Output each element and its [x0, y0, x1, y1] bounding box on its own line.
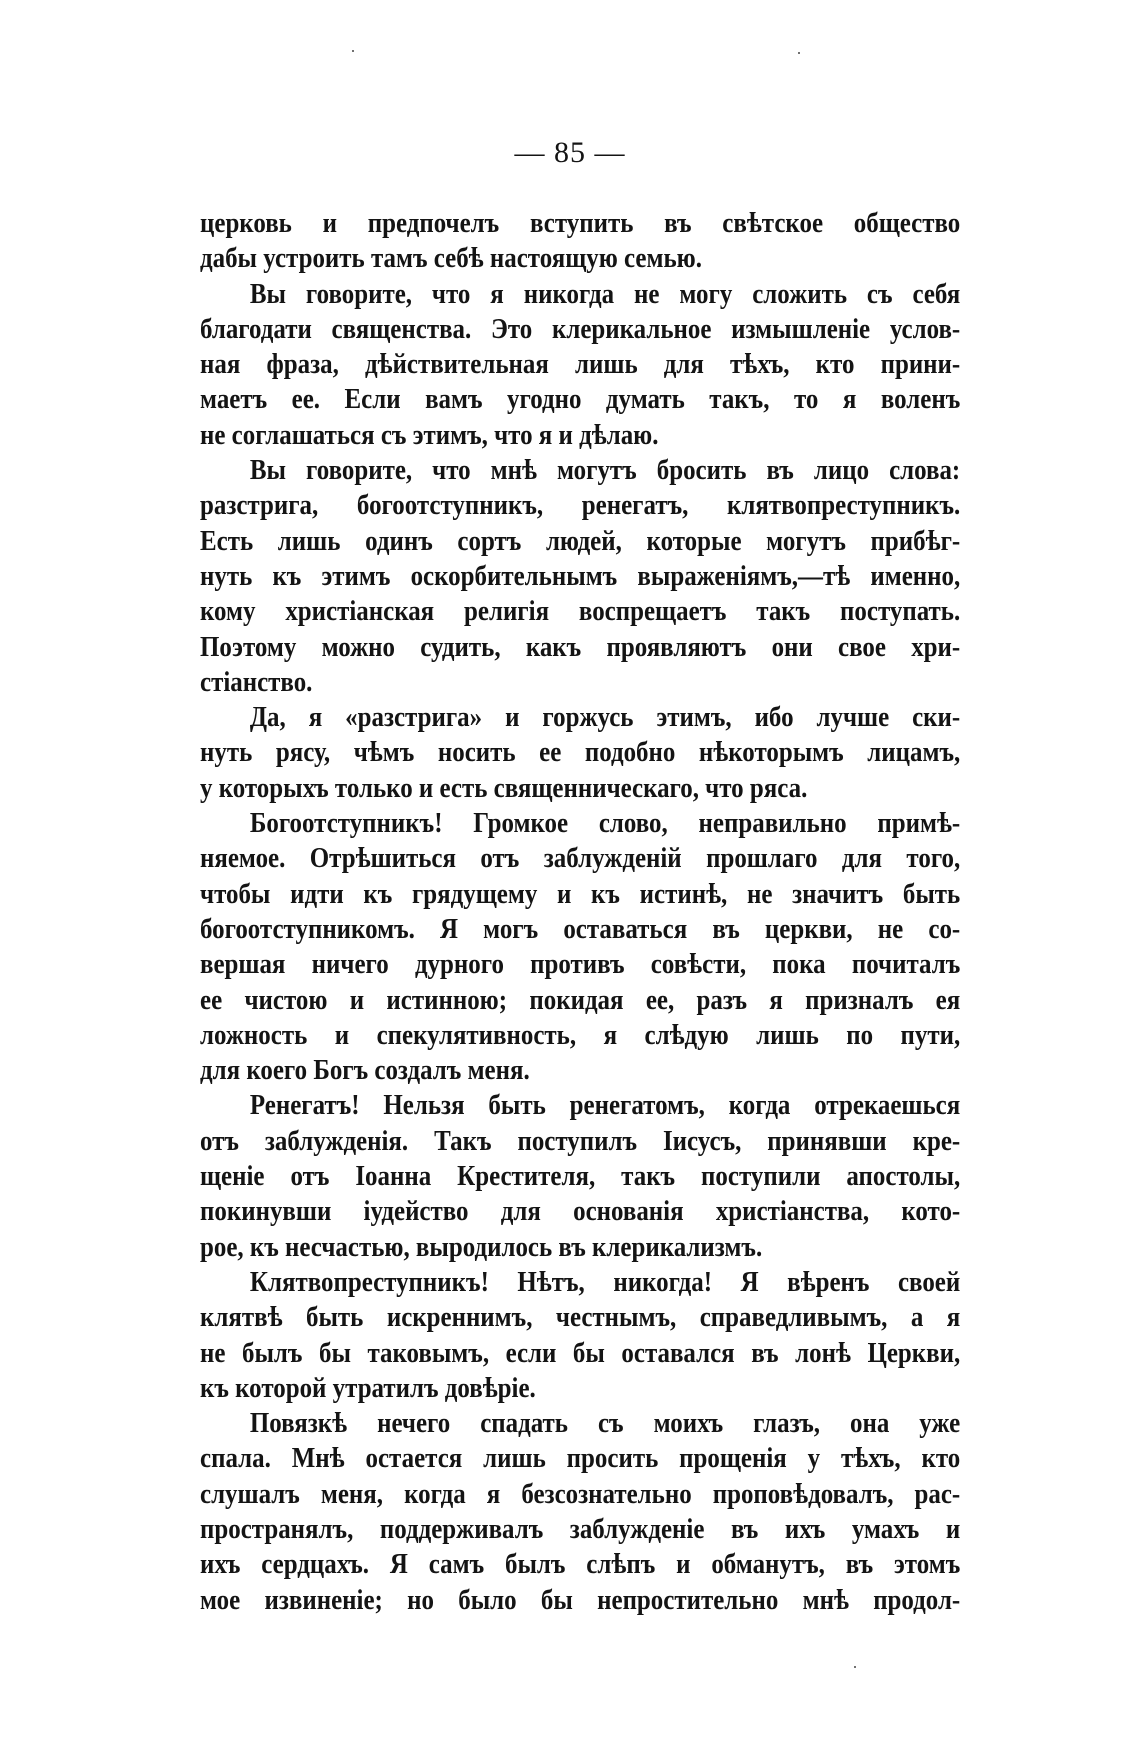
text-line: богоотступникомъ. Я могъ оставаться въ церкви, не со- [200, 912, 961, 945]
text-line: Да, я «разстрига» и горжусь этимъ, ибо лучше ски- [249, 701, 961, 734]
text-line: клятвѣ быть искреннимъ, честнымъ, справедливымъ, а я [200, 1301, 961, 1334]
text-line: Клятвопреступникъ! Нѣтъ, никогда! Я вѣренъ своей [249, 1265, 961, 1298]
text-line: чтобы идти къ грядущему и къ истинѣ, не значитъ быть [200, 877, 961, 910]
text-line: отъ заблужденія. Такъ поступилъ Іисусъ, принявши кре- [200, 1124, 961, 1157]
text-line: ложность и спекулятивность, я слѣдую лишь по пути, [200, 1018, 961, 1051]
text-line: у которыхъ только и есть священническаго, что ряса. [200, 771, 808, 804]
text-line: не соглашаться съ этимъ, что я и дѣлаю. [200, 418, 659, 451]
text-line: пространялъ, поддерживалъ заблужденіе въ ихъ умахъ и [200, 1512, 961, 1545]
text-line: Вы говорите, что я никогда не могу сложить съ себя [249, 277, 961, 310]
text-line: не былъ бы таковымъ, если бы оставался въ лонѣ Церкви, [200, 1336, 961, 1369]
text-line: Вы говорите, что мнѣ могутъ бросить въ лицо слова: [249, 454, 961, 487]
text-line: спала. Мнѣ остается лишь просить прощенія у тѣхъ, кто [200, 1442, 961, 1475]
text-line: къ которой утратилъ довѣріе. [200, 1371, 536, 1404]
scan-speck [352, 50, 354, 52]
text-line: стіанство. [200, 665, 313, 698]
page-number: — 85 — [514, 136, 626, 169]
scan-speck [798, 52, 800, 54]
text-line: нуть рясу, чѣмъ носить ее подобно нѣкоторымъ лицамъ, [200, 736, 961, 769]
text-line: Богоотступникъ! Громкое слово, неправильно примѣ- [249, 807, 961, 840]
text-line: ная фраза, дѣйствительная лишь для тѣхъ, кто прини- [200, 348, 961, 381]
text-line: ихъ сердцахъ. Я самъ былъ слѣпъ и обманутъ, въ этомъ [200, 1548, 961, 1581]
text-line: Ренегатъ! Нельзя быть ренегатомъ, когда отрекаешься [249, 1089, 961, 1122]
text-line: Повязкѣ нечего спадать съ моихъ глазъ, она уже [249, 1407, 961, 1440]
text-line: нуть къ этимъ оскорбительнымъ выраженіямъ,—тѣ именно, [200, 559, 961, 592]
text-line: для коего Богъ создалъ меня. [200, 1054, 530, 1087]
text-line: ее чистою и истинною; покидая ее, разъ я призналъ ея [200, 983, 961, 1016]
text-line: мое извиненіе; но было бы непростительно мнѣ продол- [200, 1583, 961, 1616]
text-line: кому христіанская религія воспрещаетъ такъ поступать. [200, 595, 961, 628]
text-line: разстрига, богоотступникъ, ренегатъ, клятвопреступникъ. [200, 489, 961, 522]
text-line: покинувши іудейство для основанія христіанства, кото- [200, 1195, 961, 1228]
text-line: рое, къ несчастью, выродилось въ клерикализмъ. [200, 1230, 763, 1263]
text-line: слушалъ меня, когда я безсознательно проповѣдовалъ, рас- [200, 1477, 961, 1510]
text-line: благодати священства. Это клерикальное измышленіе услов- [200, 312, 961, 345]
text-line: няемое. Отрѣшиться отъ заблужденій прошлаго для того, [200, 842, 961, 875]
text-line: церковь и предпочелъ вступить въ свѣтское общество [200, 207, 961, 239]
text-line: щеніе отъ Іоанна Крестителя, такъ поступили апостолы, [200, 1160, 961, 1193]
text-line: вершая ничего дурного противъ совѣсти, пока почиталъ [200, 948, 961, 981]
text-line: Поэтому можно судить, какъ проявляютъ они свое хри- [200, 630, 961, 663]
scan-speck [854, 1666, 856, 1668]
text-line: Есть лишь одинъ сортъ людей, которые могутъ прибѣг- [200, 524, 961, 557]
body-text [200, 206, 960, 1618]
text-line: маетъ ее. Если вамъ угодно думать такъ, то я воленъ [200, 383, 961, 416]
text-line: дабы устроить тамъ себѣ настоящую семью. [200, 242, 702, 275]
